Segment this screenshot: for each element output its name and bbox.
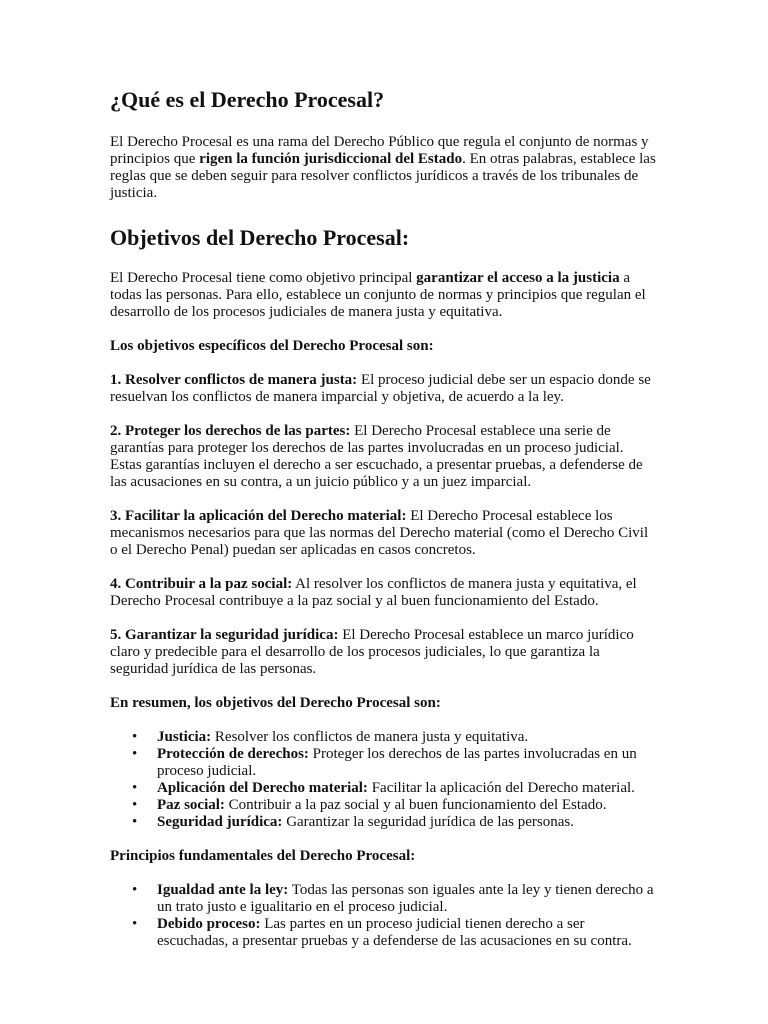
objectives-intro-paragraph	[110, 270, 658, 321]
summary-list	[110, 729, 658, 831]
list-item-title: Igualdad ante la ley:	[157, 882, 289, 898]
principles-heading	[110, 848, 658, 865]
objective-item	[110, 508, 658, 559]
list-item-title: Protección de derechos:	[157, 746, 309, 762]
objective-item	[110, 423, 658, 491]
list-item	[110, 729, 658, 746]
list-item	[110, 746, 658, 780]
objective-title: 1. Resolver conflictos de manera justa:	[110, 372, 358, 388]
intro-text-start: El Derecho Procesal es una rama del Derecho Público que regula el conjunto de normas y principios que	[110, 134, 649, 167]
objective-text: El proceso judicial debe ser un espacio donde se resuelvan los conflictos de manera imparcial y objetiva, de acuerdo a la ley.	[110, 372, 651, 405]
objective-text: El Derecho Procesal establece una serie de garantías para proteger los derechos de las partes involucradas en un proceso judicial. Estas garantías incluyen el derecho a ser escuchado, a presentar pruebas, a defenderse de las acusaciones en su contra, a un juicio público y a un juez imparcial.	[110, 423, 643, 490]
list-item-text: Facilitar la aplicación del Derecho material.	[367, 780, 635, 796]
bullet-icon: •	[132, 797, 138, 813]
objectives-intro-end: a todas las personas. Para ello, establece un conjunto de normas y principios que regulan el desarrollo de los procesos judiciales de manera justa y equitativa.	[110, 270, 646, 320]
principles-heading-text: Principios fundamentales del Derecho Procesal:	[110, 848, 416, 864]
list-item-title: Debido proceso:	[157, 916, 261, 932]
list-item-text: Garantizar la seguridad jurídica de las personas.	[282, 814, 574, 830]
bullet-icon: •	[132, 882, 138, 898]
list-item-text: Proteger los derechos de las partes involucradas en un proceso judicial.	[157, 746, 637, 779]
bullet-icon: •	[132, 780, 138, 796]
list-item-title: Justicia:	[157, 729, 212, 745]
objective-item	[110, 576, 658, 610]
specific-objectives-heading-text: Los objetivos específicos del Derecho Procesal son:	[110, 338, 434, 354]
objective-text: Al resolver los conflictos de manera justa y equitativa, el Derecho Procesal contribuye a la paz social y al buen funcionamiento del Estado.	[110, 576, 637, 609]
intro-text-end: . En otras palabras, establece las reglas que se deben seguir para resolver conflictos jurídicos a través de los tribunales de justicia.	[110, 151, 656, 201]
list-item-title: Aplicación del Derecho material:	[157, 780, 368, 796]
objective-title: 5. Garantizar la seguridad jurídica:	[110, 627, 339, 643]
intro-paragraph	[110, 134, 658, 202]
list-item	[110, 797, 658, 814]
list-item-text: Contribuir a la paz social y al buen funcionamiento del Estado.	[224, 797, 607, 813]
list-item	[110, 916, 658, 950]
objectives-intro-start: El Derecho Procesal tiene como objetivo principal	[110, 270, 417, 286]
objective-title: 3. Facilitar la aplicación del Derecho material:	[110, 508, 407, 524]
bullet-icon: •	[132, 814, 138, 830]
list-item-title: Seguridad jurídica:	[157, 814, 283, 830]
objectives-heading: Objetivos del Derecho Procesal:	[110, 225, 410, 250]
bullet-icon: •	[132, 916, 138, 932]
list-item-title: Paz social:	[157, 797, 225, 813]
list-item-text: Resolver los conflictos de manera justa y equitativa.	[211, 729, 529, 745]
intro-bold-text: rigen la función jurisdiccional del Estado	[199, 151, 463, 167]
list-item-text: Todas las personas son iguales ante la ley y tienen derecho a un trato justo e igualitario en el proceso judicial.	[157, 882, 654, 915]
objective-title: 4. Contribuir a la paz social:	[110, 576, 293, 592]
objective-title: 2. Proteger los derechos de las partes:	[110, 423, 351, 439]
objective-item	[110, 372, 658, 406]
summary-heading	[110, 695, 658, 712]
bullet-icon: •	[132, 746, 138, 762]
objectives-intro-bold: garantizar el acceso a la justicia	[416, 270, 620, 286]
summary-heading-text: En resumen, los objetivos del Derecho Procesal son:	[110, 695, 441, 711]
list-item	[110, 814, 658, 831]
bullet-icon: •	[132, 729, 138, 745]
list-item-text: Las partes en un proceso judicial tienen derecho a ser escuchadas, a presentar pruebas y a defenderse de las acusaciones en su contra.	[157, 916, 632, 949]
list-item	[110, 882, 658, 916]
specific-objectives-heading	[110, 338, 658, 355]
page-title: ¿Qué es el Derecho Procesal?	[110, 87, 385, 112]
objective-text: El Derecho Procesal establece un marco jurídico claro y predecible para el desarrollo de los procesos judiciales, lo que garantiza la seguridad jurídica de las personas.	[110, 627, 634, 677]
principles-list	[110, 882, 658, 950]
objective-text: El Derecho Procesal establece los mecanismos necesarios para que las normas del Derecho material (como el Derecho Civil o el Derecho Penal) puedan ser aplicadas en casos concretos.	[110, 508, 649, 558]
objective-item	[110, 627, 658, 678]
list-item	[110, 780, 658, 797]
